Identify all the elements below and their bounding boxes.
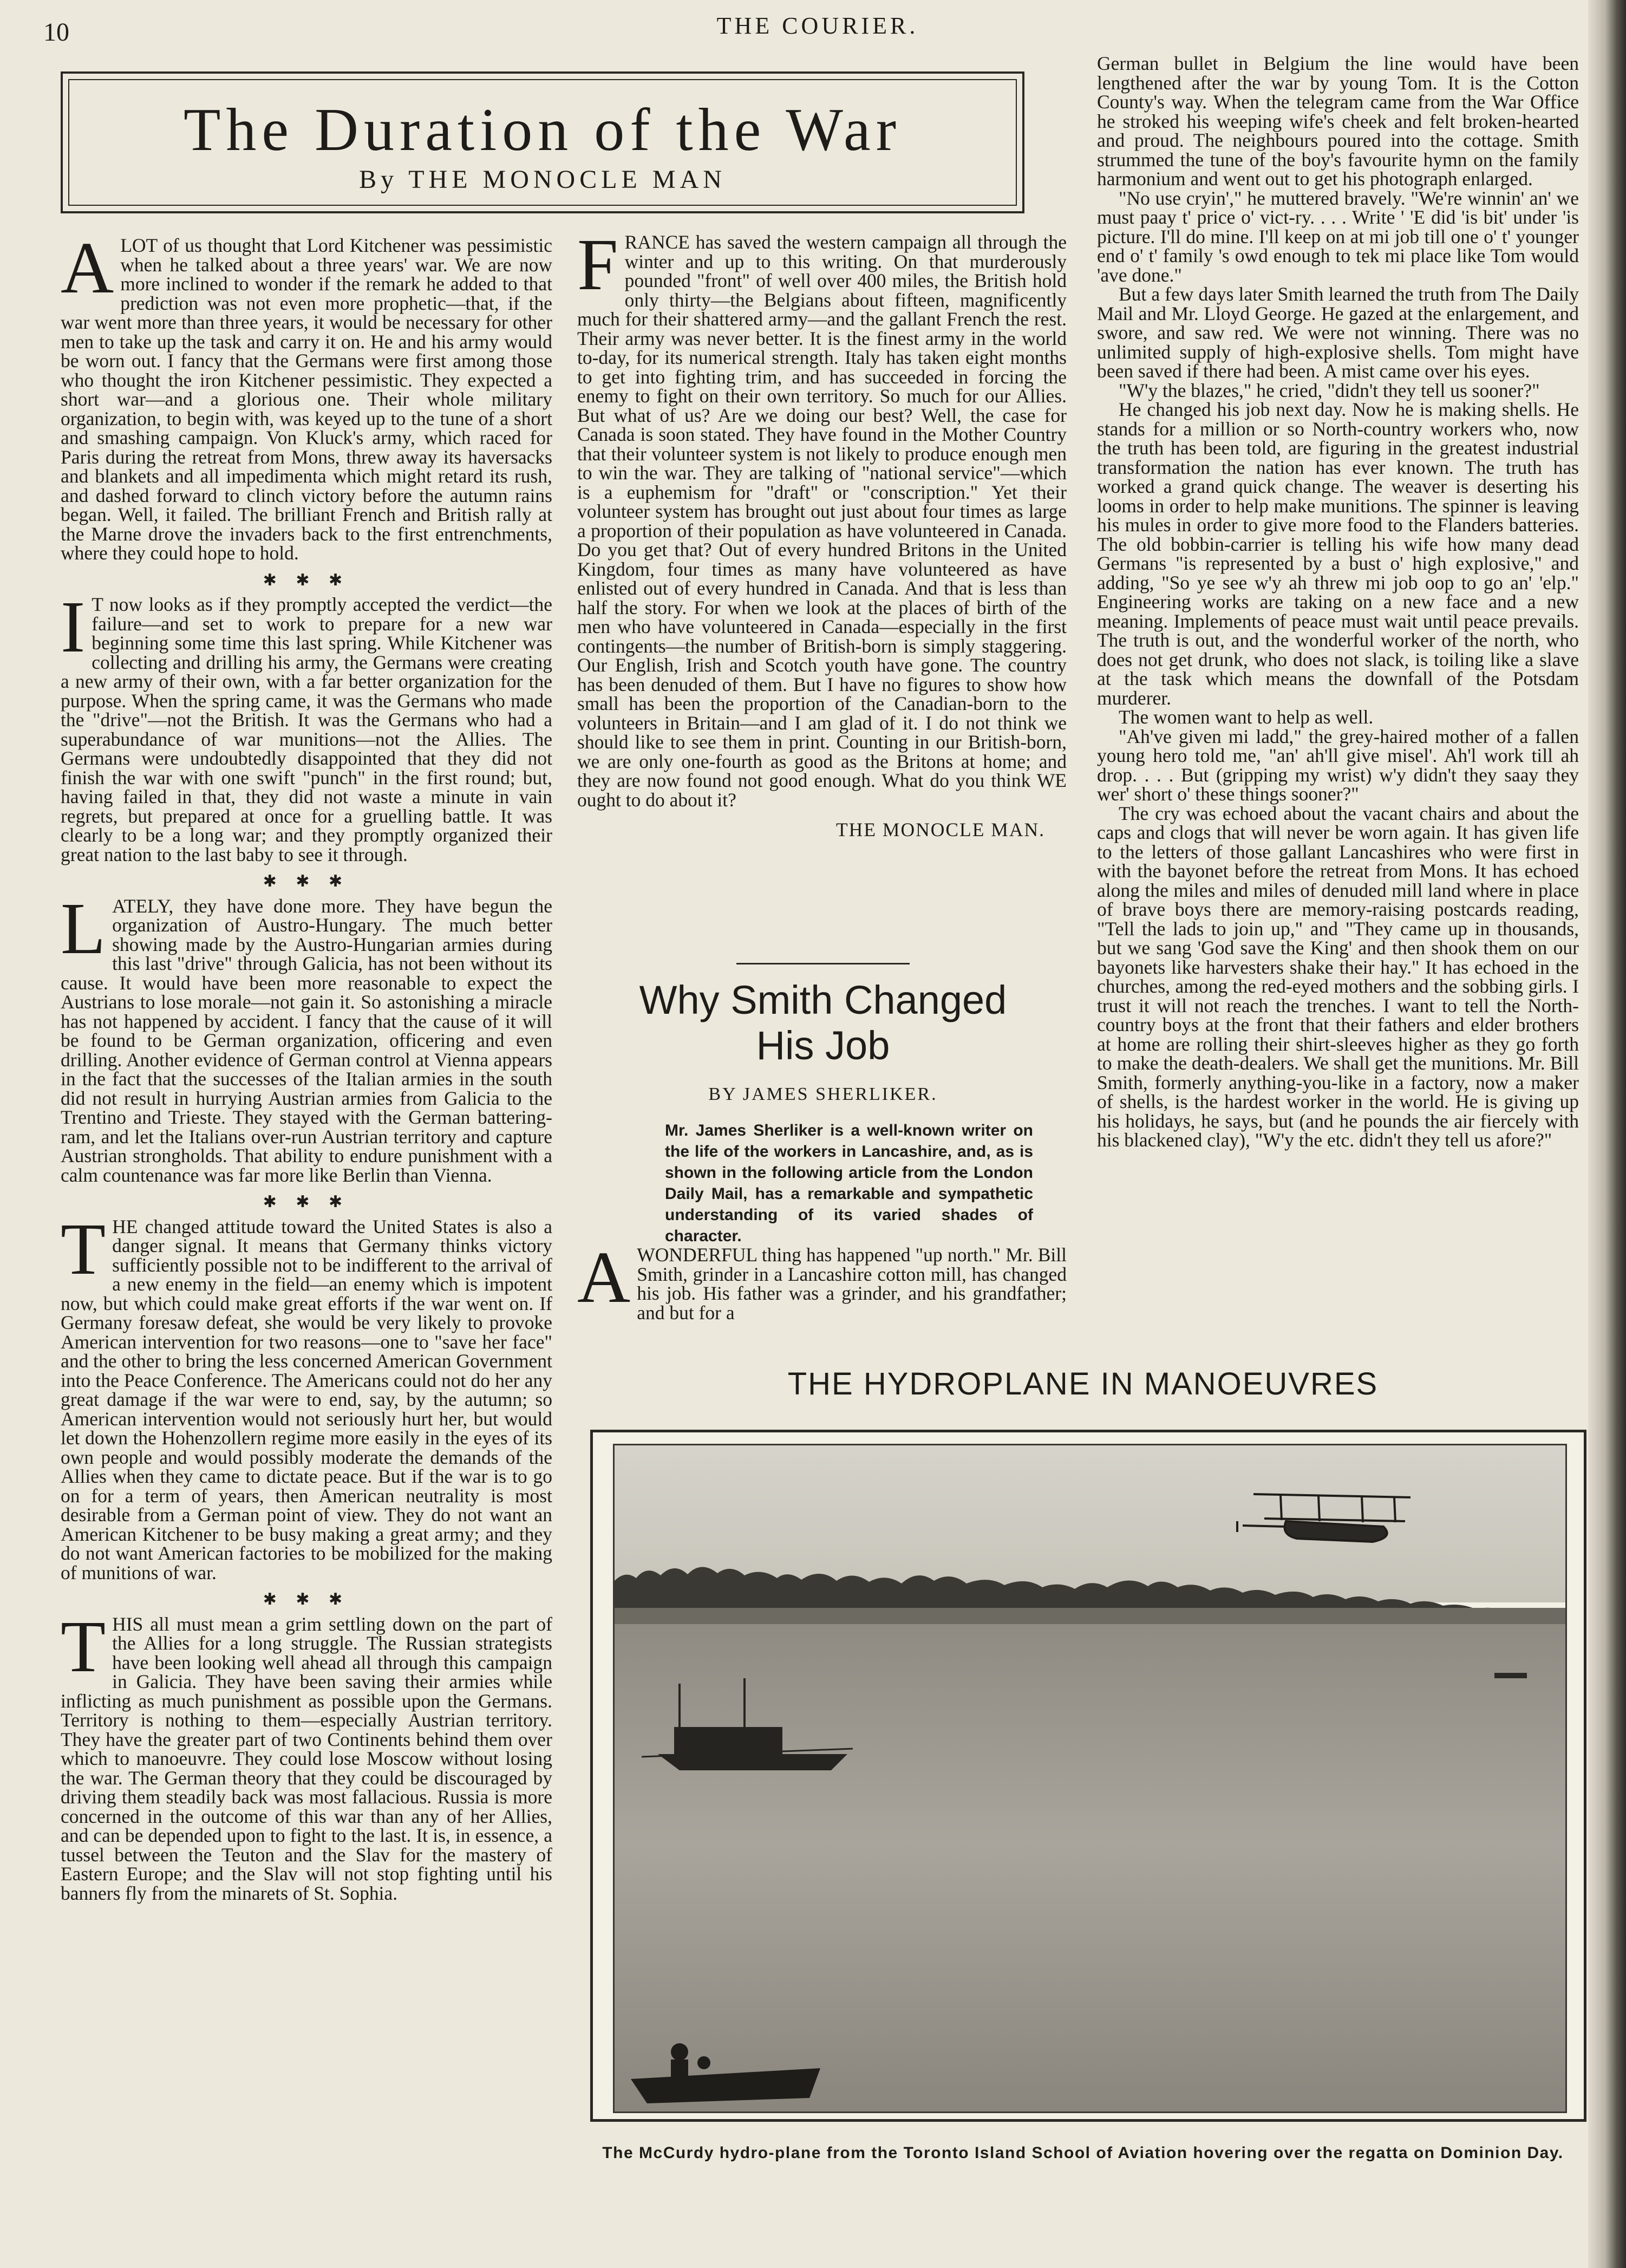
paragraph <box>577 1237 1067 1324</box>
paragraph <box>577 224 1067 811</box>
distant-boat <box>1494 1673 1527 1678</box>
paragraph: But a few days later Smith learned the truth from The Daily Mail and Mr. Lloyd George. He gazed at the enlargement, and swore, and saw red. We were not winning. There was no unlimited supply of high-explosive shells. Tom might have been saved if there had been. A mist came over his eyes. <box>1097 283 1579 382</box>
page-number: 10 <box>43 18 69 47</box>
article-title: The Duration of the War <box>183 96 902 164</box>
photo-caption: The McCurdy hydro-plane from the Toronto Island School of Aviation hovering over the regatta on Dominion Day. <box>602 2144 1564 2162</box>
paragraph-text: T now looks as if they promptly accepted the verdict—the failure—and set to work to prepare for a new war beginning some time this last spring. While Kitchener was collecting and drilling his army, the Germans were creating a new army of their own, with a far better organization for the purpose. When the spring came, it was the Germans who made the "drive"—not the British. It was the Germans who had a superabundance of war munitions—not the Allies. The Germans were undoubtedly disappointed that they did not finish the war with one swift "punch" in the first round; but, having failed in that, they did not waste a minute in vain regrets, but prepared at once for a gruelling battle. It was clearly to be a long war; and they promptly organized their great nation to the last baby to see it through. <box>61 594 552 865</box>
paragraph: German bullet in Belgium the line would have been lengthened after the war by young Tom. It is the Cotton County's way. When the telegram came from the War Office he stroked his weeping wife's cheek and felt broken-hearted and proud. The neighbours poured into the cottage. Smith strummed the tune of the boy's favourite hymn on the family harmonium and went out to get his photograph enlarged. <box>1097 53 1579 190</box>
title-box <box>61 71 1024 213</box>
drop-cap: L <box>61 888 106 969</box>
section-separator: ✱ ✱ ✱ <box>263 1591 350 1608</box>
section-separator: ✱ ✱ ✱ <box>263 872 350 890</box>
drop-cap: F <box>577 224 618 305</box>
drop-cap: A <box>61 227 114 309</box>
drop-cap: T <box>61 1208 106 1290</box>
paragraph <box>61 888 552 1186</box>
paragraph-text: RANCE has saved the western campaign all through the winter and up to this writing. On that murderously pounded "front" of well over 400 miles, the British hold only thirty—the Belgians about fifteen, magnificently much for their shattered army—and the gallant French the rest. Their army was never better. It is the finest army in the world to-day, for its numerical strength. Italy has taken eight months to get into fighting trim, and has succeeded in forcing the enemy to fight on their own territory. So much for our Allies. But what of us? Are we doing our best? Well, the case for Canada is soon stated. They have found in the Mother Country that their volunteer system is not likely to produce enough men to win the war. They are talking of "national service"—which is a euphemism for "draft" or "conscription." Yet their volunteer system has brought out just about four times as large a proportion of their population as have volunteered in Canada. Do you get that? Out of every hundred Britons in the United Kingdom, four times as many have volunteered as have enlisted out of every hundred in Canada. And that is less than half the story. For when we look at the places of birth of the men who have volunteered in Canada—especially in the first contingents—the number of British-born is simply staggering. Our English, Irish and Scotch youth have gone. The country has been denuded of them. But I have no figures to show how small has been the proportion of the Canadian-born to the volunteers in Britain—and I am glad of it. I do not think we should like to see them in print. Counting in our British-born, we are only one-fourth as good as the Britons at home; and they are now found not good enough. What do you think WE ought to do about it? <box>577 231 1067 811</box>
hydroplane-photo <box>613 1444 1567 2113</box>
drop-cap: T <box>61 1606 106 1687</box>
title-line: His Job <box>756 1023 890 1068</box>
paragraph: "No use cryin'," he muttered bravely. "We're winnin' an' we must paay t' price o' vict-ry. . . . Write ' 'E did 'is bit' under 'is picture. I'll do mine. I'll keep on at mi job till one o' t' younger end o' t' family 's owd enough to tek mi place like Tom would 'ave done." <box>1097 187 1579 286</box>
article-signature: THE MONOCLE MAN. <box>836 819 1045 840</box>
article-intro-note: Mr. James Sherliker is a well-known writer on the life of the workers in Lancashire, and, as is shown in the following article from the London Daily Mail, has a remarkable and sympathetic understanding of its varied shades of character. <box>665 1122 1033 1245</box>
running-header: THE COURIER. <box>716 12 919 39</box>
column-2-lower <box>577 1237 1067 1324</box>
paragraph-text: HIS all must mean a grim settling down on the part of the Allies for a long struggle. The Russian strategists have been looking well ahead all through this campaign in Galicia. They have been saving their armies while inflicting as much punishment as possible upon the Germans. Territory is nothing to them—especially Austrian territory. They have the greater part of two Continents behind them over which to manoeuvre. They could lose Moscow without losing the war. The German theory that they could be discouraged by driving them steadily back was most fallacious. Russia is more concerned in the outcome of this war than any of her Allies, and can be depended upon to fight to the last. It is, in essence, a tussel between the Teuton and the Slav for the mastery of Eastern Europe; and the Slav will not stop fighting until his banners fly from the minarets of St. Sophia. <box>61 1613 552 1904</box>
article-byline: By THE MONOCLE MAN <box>359 165 726 194</box>
paragraph-text: LOT of us thought that Lord Kitchener was pessimistic when he talked about a three years' war. We are now more inclined to wonder if the remark he added to that prediction was not even more prophetic—that, if the war went more than three years, it would be necessary for other men to take up the task and carry it on. He and his army would be worn out. I fancy that the Germans were first among those who thought the iron Kitchener pessimistic. They expected a short war—and a glorious one. Their whole military organization, to begin with, was keyed up to the tune of a short and smashing campaign. Von Kluck's army, which raced for Paris during the retreat from Mons, threw away its haversacks and blankets and all impedimenta which might retard its rush, and dashed forward to clinch victory before the autumn rains began. Well, it failed. The brilliant French and British rally at the Marne drove the invaders back to the first entrenchments, where they could hope to hold. <box>61 234 552 564</box>
paragraph: He changed his job next day. Now he is making shells. He stands for a million or so North-country workers who, now the truth has been told, are figuring in the greatest industrial transformation the nation has ever known. The truth has worked a grand quick change. The weaver is deserting his looms in order to help make munitions. The spinner is leaving his mules in order to give more food to the Flanders batteries. The old bobbin-carrier is telling his wife how many dead Germans "is represented by a bust o' high explosive," and adding, "So ye see w'y ah threw mi job oop to go an' 'elp." Engineering works are taking on a new face and a new meaning. Implements of peace must wait until peace prevails. The truth is out, and the wonderful worker of the north, who does not get drunk, who does not slack, is toiling like a slave at the task which means the downfall of the Potsdam murderer. <box>1097 399 1579 709</box>
paragraph <box>61 227 552 564</box>
paragraph: The women want to help as well. <box>1119 706 1374 728</box>
title-line: Why Smith Changed <box>639 977 1007 1022</box>
drop-cap: I <box>61 586 86 668</box>
section-separator: ✱ ✱ ✱ <box>263 571 350 589</box>
paragraph <box>61 586 552 865</box>
paragraph: "Ah've given mi ladd," the grey-haired mother of a fallen young hero told me, "an' ah'll give misel'. Ah'l work till ah drop. . . . But (gripping my wrist) w'y didn't they saay they wer' short o' these things sooner?" <box>1097 725 1579 805</box>
paragraph: "W'y the blazes," he cried, "didn't they tell us sooner?" <box>1119 379 1540 401</box>
photo-feature-title: THE HYDROPLANE IN MANOEUVRES <box>787 1366 1379 1402</box>
column-2 <box>577 224 1067 840</box>
drop-cap: A <box>577 1237 631 1318</box>
water <box>615 1624 1565 2111</box>
paragraph <box>61 1606 552 1904</box>
paragraph-text: ATELY, they have done more. They have begun the organization of Austro-Hungary. The much better showing made by the Austro-Hungarian armies during this last "drive" through Galicia, has not been without its cause. It would have been more reasonable to expect the Austrians to lose morale—not gain it. So astonishing a miracle has not happened by accident. I fancy that the cause of it will be found to be German organization, officering and even drilling. Another evidence of German control at Vienna appears in the fact that the successes of the Italian armies in the south did not result in hurrying Austrian armies from Galicia to the Trentino and Trieste. They stayed with the German battering-ram, and let the Italians over-run Austrian territory and capture Austrian strongholds. That ability to endure punishment with a calm countenance was far more like Berlin than Vienna. <box>61 895 552 1186</box>
column-1 <box>61 227 552 1904</box>
column-3 <box>1097 54 1579 1150</box>
section-separator: ✱ ✱ ✱ <box>263 1193 350 1211</box>
article-byline-smith: BY JAMES SHERLIKER. <box>708 1084 938 1104</box>
paragraph-text: WONDERFUL thing has happened "up north." Mr. Bill Smith, grinder in a Lancashire cotton mill, has changed his job. His father was a grinder, and his grandfather; and but for a <box>637 1244 1067 1324</box>
section-rule <box>736 963 910 964</box>
paragraph: The cry was echoed about the vacant chairs and about the caps and clogs that will never be worn again. It has given life to the letters of those gallant Lancashires who were first in with the bayonet before the retreat from Mons. It has echoed along the miles and miles of denuded mill land where in place of brave boys there are memory-raising postcards reading, "Tell the lads to join up," and "They came up in thousands, but we sang 'God save the King' and then shook them on our bayonets like harvesters shake their hay." It has echoed in the churches, among the red-eyed mothers and the sobbing girls. I trust it will not reach the trenches. I want to tell the North-country boys at the front that their fathers and elder brothers at home are rolling their shirt-sleeves higher as they go forth to make the death-dealers. We shall get the munitions. Mr. Bill Smith, formerly anything-you-like in a factory, now a maker of shells, is the hardest worker in the world. He is giving up his holidays, he says, but (and he pounds the air fiercely with his blackened clay), "W'y the etc. didn't they tell us afore?" <box>1097 802 1579 1151</box>
paragraph <box>61 1208 552 1583</box>
article-title-smith <box>585 977 1061 1068</box>
paragraph-text: HE changed attitude toward the United States is also a danger signal. It means that Germany thinks victory sufficiently possible not to be indifferent to the arrival of a new enemy in the field—an enemy which is impotent now, but which could make great efforts if the war went on. If Germany foresaw defeat, she would be very likely to provoke American intervention for two reasons—one to "save her face" and the other to bring the less concerned American Government into the Peace Conference. The Americans could not do her any great damage if the war were to end, say, by the autumn; so American intervention would not seriously hurt her, but would let down the Hohenzollern regime more easily in the eyes of its own people and would possibly moderate the demands of the Allies when they came to dictate peace. But if the war is to go on for a term of years, then American neutrality is most desirable from a German point of view. They do not want an American Kitchener to be busy making a great army; and they do not want American factories to be mobilized for the making of munitions of war. <box>61 1215 552 1583</box>
page-binding-edge <box>1588 0 1626 2268</box>
